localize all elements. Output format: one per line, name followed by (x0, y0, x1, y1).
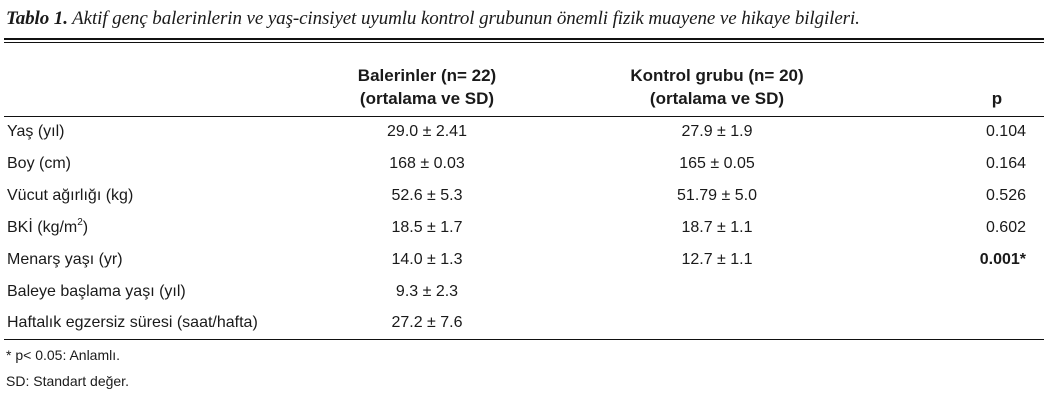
header-ballerinas-line2: (ortalama ve SD) (359, 89, 495, 108)
ballerinas-value: 9.3 ± 2.3 (395, 283, 459, 300)
table-row (0, 276, 1048, 308)
table-caption-label: Tablo 1. (6, 8, 68, 29)
row-label: Boy (cm) (7, 155, 71, 172)
control-value: 27.9 ± 1.9 (681, 123, 753, 140)
row-label-end: ) (82, 219, 89, 236)
p-value: 0.526 (985, 187, 1026, 204)
table-row (0, 116, 1048, 148)
row-label-main: BKİ (kg/m (7, 219, 78, 236)
row-label: Haftalık egzersiz süresi (saat/hafta) (7, 314, 258, 331)
ballerinas-value: 168 ± 0.03 (389, 155, 465, 172)
header-ballerinas (358, 64, 496, 110)
table-row (0, 212, 1048, 244)
footnote-sd: SD: Standart değer. (6, 373, 129, 389)
p-value-significant: 0.001* (979, 251, 1026, 268)
row-label (7, 212, 88, 244)
table-row (0, 148, 1048, 180)
p-value: 0.104 (985, 123, 1026, 140)
table-row (0, 244, 1048, 276)
p-value: 0.602 (985, 219, 1026, 236)
control-value: 12.7 ± 1.1 (681, 251, 753, 268)
ballerinas-value: 18.5 ± 1.7 (391, 219, 463, 236)
p-value: 0.164 (985, 155, 1026, 172)
header-p-value: p (991, 89, 1003, 108)
table-row (0, 180, 1048, 212)
top-rule-thick (4, 38, 1044, 40)
control-value: 51.79 ± 5.0 (677, 187, 757, 204)
ballerinas-value: 27.2 ± 7.6 (391, 314, 463, 331)
ballerinas-value: 52.6 ± 5.3 (391, 187, 463, 204)
header-ballerinas-line1: Balerinler (n= 22) (357, 66, 497, 85)
header-control (630, 64, 803, 110)
top-rule-thin (4, 42, 1044, 43)
control-value: 165 ± 0.05 (679, 155, 755, 172)
row-label: Vücut ağırlığı (kg) (7, 187, 134, 204)
table-caption-text: Aktif genç balerinlerin ve yaş-cinsiyet uyumlu kontrol grubunun önemli fizik muayene ve hikaye bilgileri. (72, 8, 860, 29)
ballerinas-value: 29.0 ± 2.41 (387, 123, 467, 140)
row-label: Menarş yaşı (yr) (7, 251, 123, 268)
bottom-rule (4, 339, 1044, 340)
header-control-line1: Kontrol grubu (n= 20) (630, 66, 804, 85)
table-row (0, 307, 1048, 339)
row-label: Yaş (yıl) (7, 123, 65, 140)
control-value: 18.7 ± 1.1 (681, 219, 753, 236)
ballerinas-value: 14.0 ± 1.3 (391, 251, 463, 268)
footnote-significance: * p< 0.05: Anlamlı. (6, 347, 121, 363)
header-control-line2: (ortalama ve SD) (649, 89, 785, 108)
table-caption (6, 8, 860, 30)
row-label: Baleye başlama yaşı (yıl) (7, 283, 186, 300)
row-label-superscript: 2 (77, 217, 83, 228)
